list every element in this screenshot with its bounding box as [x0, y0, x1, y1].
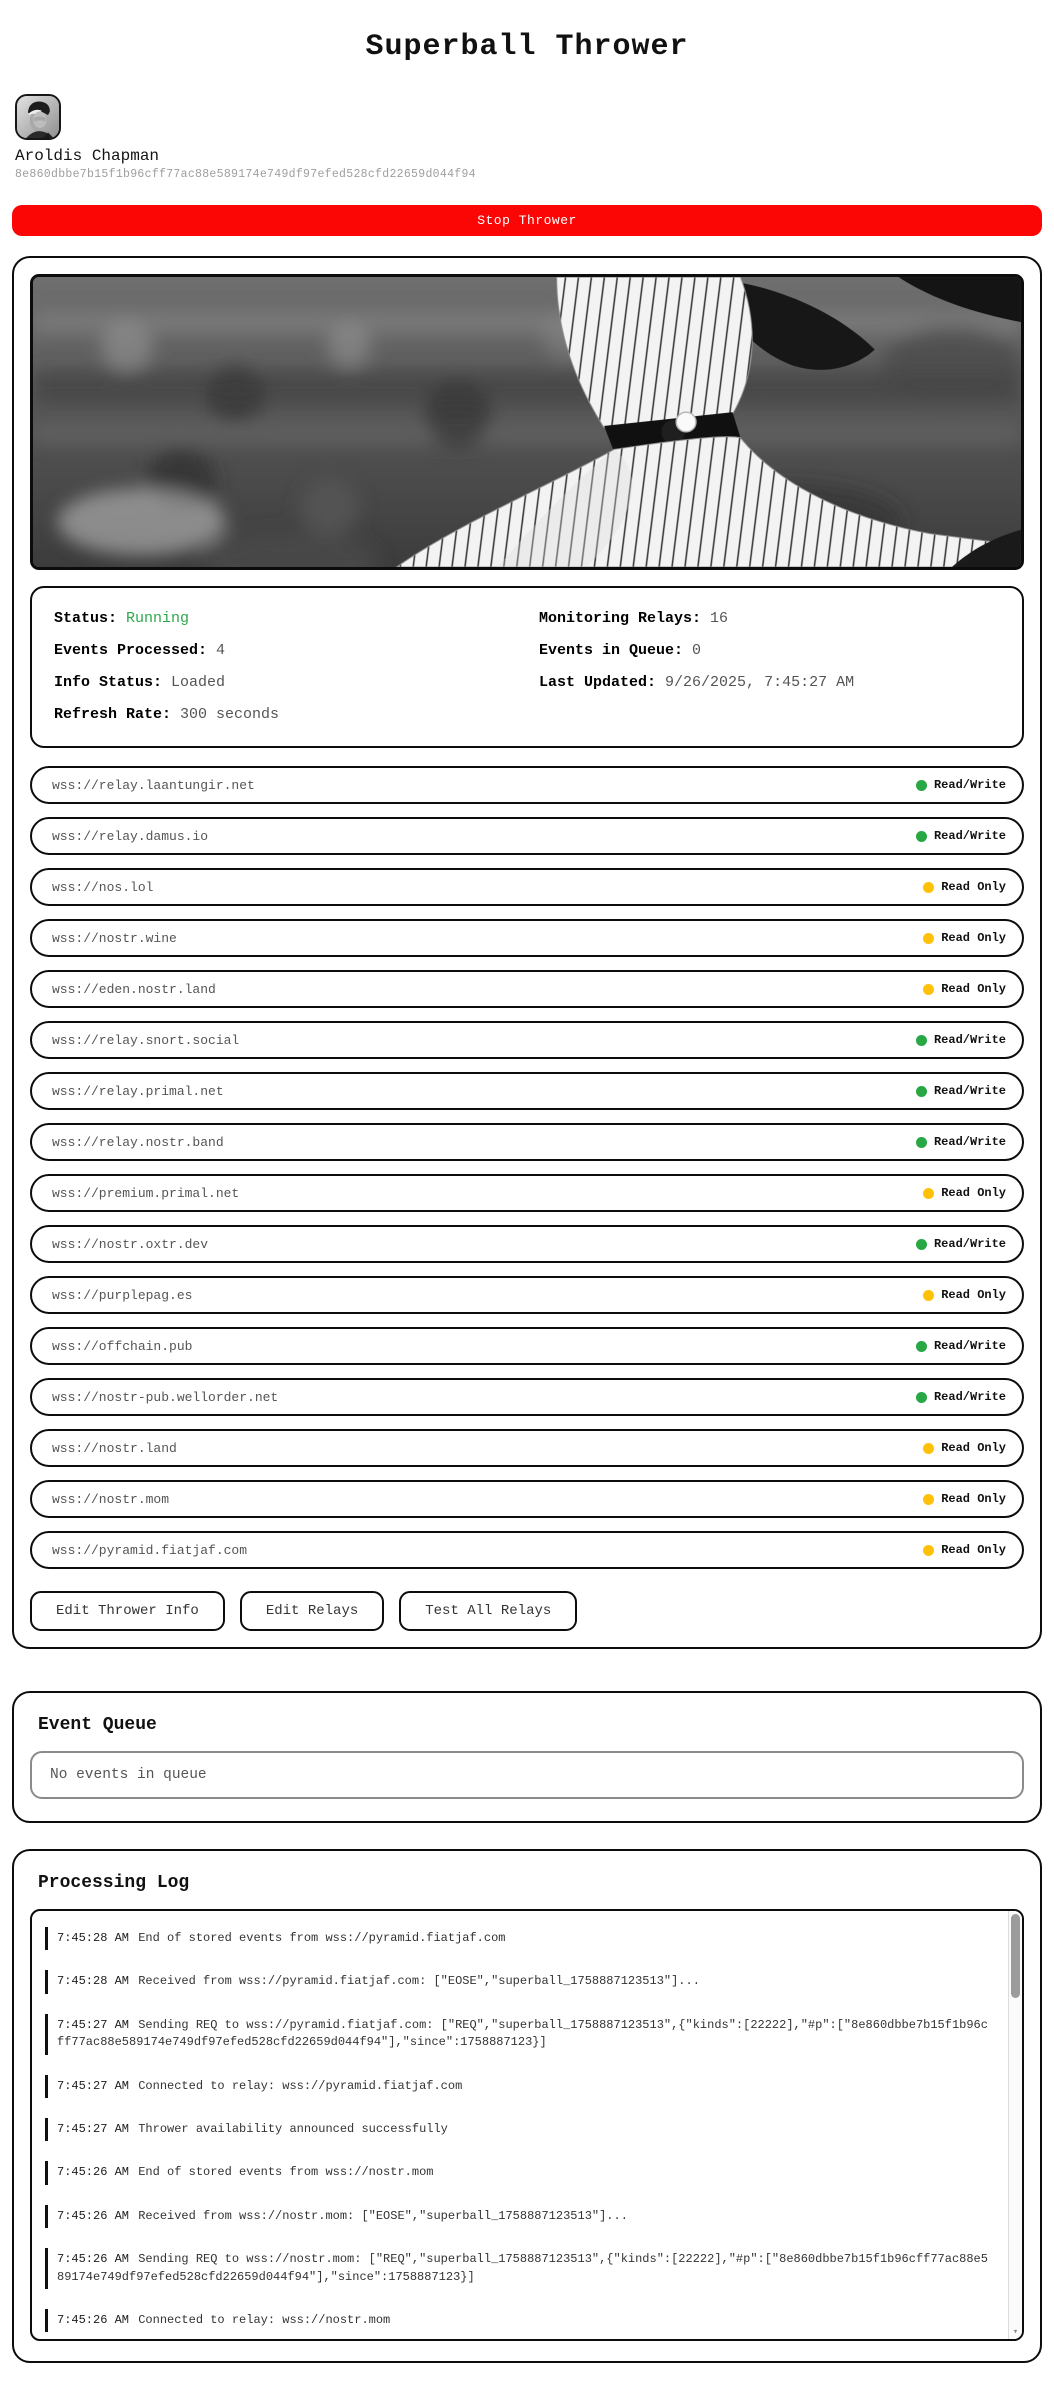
log-entry [45, 1927, 992, 1950]
relay-status-dot-icon [923, 933, 934, 944]
events-processed-label: Events Processed: [54, 642, 208, 659]
log-entry-time: 7:45:26 AM [57, 2208, 130, 2223]
relay-access-label: Read/Write [933, 1084, 1006, 1098]
info-status-value: Loaded [171, 674, 226, 691]
relay-url: wss://relay.damus.io [52, 828, 209, 844]
relay-access-label: Read Only [941, 1492, 1006, 1506]
relay-access-label: Read Only [941, 982, 1006, 996]
relay-status-dot-icon [923, 984, 934, 995]
log-entry [45, 2161, 992, 2184]
relay-row [30, 1276, 1024, 1314]
status-column-left [54, 603, 515, 731]
log-entry-message: Sending REQ to wss://pyramid.fiatjaf.com: ["REQ","superball_1758887123513",{"kinds":[22222],"#p":["8e860dbbe7b15f1b96cff77ac88e589174e749df97efed528cfd22659d044f94"],"since":1758887123}] [57, 2017, 988, 2050]
relay-access-badge [923, 1492, 1006, 1506]
relay-status-dot-icon [916, 1086, 927, 1097]
profile-name: Aroldis Chapman [15, 147, 160, 165]
events-in-queue-label: Events in Queue: [539, 642, 684, 659]
relay-row [30, 1480, 1024, 1518]
relay-url: wss://purplepag.es [52, 1287, 193, 1303]
relay-row [30, 970, 1024, 1008]
status-label: Status: [54, 610, 118, 627]
thrower-actions [30, 1591, 1024, 1631]
info-status-label: Info Status: [54, 674, 163, 691]
log-entry-time: 7:45:26 AM [57, 2252, 130, 2267]
log-entry [45, 1970, 992, 1993]
relay-status-dot-icon [916, 1239, 927, 1250]
log-entry [45, 2205, 992, 2228]
event-queue-empty-box: No events in queue [30, 1751, 1024, 1799]
page-title: Superball Thrower [365, 30, 689, 64]
relay-url: wss://relay.snort.social [52, 1032, 240, 1048]
relay-access-label: Read/Write [933, 778, 1006, 792]
relay-url: wss://nostr.oxtr.dev [52, 1236, 209, 1252]
relay-access-label: Read/Write [933, 1390, 1006, 1404]
relay-row [30, 868, 1024, 906]
relay-access-label: Read Only [941, 1186, 1006, 1200]
thrower-main-card [12, 256, 1042, 1649]
log-entry [45, 2248, 992, 2289]
relay-url: wss://nostr.wine [52, 930, 177, 946]
relay-status-dot-icon [916, 1035, 927, 1046]
last-updated-value: 9/26/2025, 7:45:27 AM [665, 674, 855, 691]
relay-status-dot-icon [916, 831, 927, 842]
relay-url: wss://relay.laantungir.net [52, 777, 255, 793]
relay-access-badge [916, 1084, 1006, 1098]
log-entry [45, 2014, 992, 2055]
relay-url: wss://premium.primal.net [52, 1185, 240, 1201]
relay-url: wss://relay.nostr.band [52, 1134, 224, 1150]
relay-url: wss://eden.nostr.land [52, 981, 216, 997]
relay-status-dot-icon [916, 1137, 927, 1148]
processing-log-title: Processing Log [38, 1873, 190, 1893]
relay-access-badge [916, 1135, 1006, 1149]
last-updated-label: Last Updated: [539, 674, 657, 691]
relay-row [30, 1531, 1024, 1569]
relay-row [30, 919, 1024, 957]
relay-url: wss://pyramid.fiatjaf.com [52, 1542, 248, 1558]
relay-url: wss://nostr-pub.wellorder.net [52, 1389, 279, 1405]
pitcher-photo-illustration [33, 277, 1021, 567]
test-all-relays-button[interactable]: Test All Relays [399, 1591, 577, 1631]
relay-url: wss://relay.primal.net [52, 1083, 224, 1099]
log-entry [45, 2309, 992, 2332]
relay-access-badge [916, 829, 1006, 843]
log-entry-time: 7:45:26 AM [57, 2312, 130, 2327]
relay-row [30, 1429, 1024, 1467]
refresh-rate-value: 300 seconds [180, 706, 280, 723]
monitoring-relays-value: 16 [710, 610, 729, 627]
log-entry-time: 7:45:27 AM [57, 2017, 130, 2032]
relay-row [30, 1021, 1024, 1059]
relay-access-badge [916, 1237, 1006, 1251]
relay-row [30, 1225, 1024, 1263]
edit-relays-button[interactable]: Edit Relays [240, 1591, 384, 1631]
relay-access-badge [916, 1339, 1006, 1353]
log-entry-time: 7:45:27 AM [57, 2078, 130, 2093]
avatar [15, 94, 61, 140]
scroll-down-icon[interactable]: ▾ [1012, 2327, 1019, 2337]
edit-thrower-info-button[interactable]: Edit Thrower Info [30, 1591, 225, 1631]
log-scrollbar-thumb[interactable] [1011, 1914, 1020, 1998]
relay-access-label: Read Only [941, 1441, 1006, 1455]
processing-log-card [12, 1849, 1042, 2363]
log-entry [45, 2118, 992, 2141]
relay-access-badge [923, 1288, 1006, 1302]
relay-access-badge [916, 1390, 1006, 1404]
log-entry-message: Connected to relay: wss://nostr.mom [138, 2312, 391, 2327]
relay-url: wss://nos.lol [52, 879, 154, 895]
status-row [54, 603, 515, 635]
log-entry-message: Thrower availability announced successfully [138, 2121, 448, 2136]
status-column-right [539, 603, 1000, 731]
relay-status-dot-icon [923, 882, 934, 893]
relay-url: wss://offchain.pub [52, 1338, 193, 1354]
log-entry-time: 7:45:28 AM [57, 1931, 130, 1945]
event-queue-card [12, 1691, 1042, 1823]
log-entry-message: End of stored events from wss://pyramid.fiatjaf.com [138, 1931, 506, 1945]
event-queue-title: Event Queue [38, 1715, 157, 1735]
log-entry-time: 7:45:28 AM [57, 1974, 130, 1989]
status-panel [30, 586, 1024, 748]
profile-pubkey: 8e860dbbe7b15f1b96cff77ac88e589174e749df97efed528cfd22659d044f94 [15, 168, 476, 181]
log-scrollbar[interactable] [1008, 1911, 1022, 2339]
relay-status-dot-icon [916, 1341, 927, 1352]
events-in-queue-row [539, 635, 1000, 667]
log-entry-message: Received from wss://nostr.mom: ["EOSE","superball_1758887123513"]... [138, 2208, 628, 2223]
relay-access-badge [923, 1441, 1006, 1455]
relay-access-badge [916, 1033, 1006, 1047]
relay-status-dot-icon [923, 1188, 934, 1199]
relay-access-label: Read Only [941, 880, 1006, 894]
log-entry-time: 7:45:27 AM [57, 2121, 130, 2136]
relay-row [30, 1174, 1024, 1212]
log-entry-message: Connected to relay: wss://pyramid.fiatjaf.com [138, 2078, 463, 2093]
relay-status-dot-icon [916, 780, 927, 791]
relay-access-label: Read/Write [933, 1033, 1006, 1047]
monitoring-relays-row [539, 603, 1000, 635]
relay-access-label: Read/Write [933, 1339, 1006, 1353]
status-value: Running [126, 610, 190, 627]
log-entry-message: Received from wss://pyramid.fiatjaf.com: ["EOSE","superball_1758887123513"]... [138, 1974, 700, 1989]
relay-status-dot-icon [923, 1494, 934, 1505]
relay-row [30, 1327, 1024, 1365]
relay-access-badge [923, 1543, 1006, 1557]
relay-row [30, 817, 1024, 855]
relay-status-dot-icon [923, 1290, 934, 1301]
log-entry-time: 7:45:26 AM [57, 2165, 130, 2180]
relay-url: wss://nostr.mom [52, 1491, 170, 1507]
refresh-rate-label: Refresh Rate: [54, 706, 172, 723]
log-entry-message: End of stored events from wss://nostr.mom [138, 2165, 434, 2180]
relay-access-label: Read/Write [933, 1237, 1006, 1251]
log-entries [45, 1927, 992, 2332]
relay-row [30, 1378, 1024, 1416]
relay-row [30, 1123, 1024, 1161]
refresh-rate-row [54, 699, 515, 731]
relay-access-label: Read Only [941, 931, 1006, 945]
relay-access-label: Read Only [941, 1543, 1006, 1557]
events-in-queue-value: 0 [692, 642, 702, 659]
relay-access-label: Read/Write [933, 829, 1006, 843]
processing-log-box[interactable] [30, 1909, 1024, 2341]
events-processed-value: 4 [216, 642, 226, 659]
relay-access-badge [916, 778, 1006, 792]
log-entry [45, 2075, 992, 2098]
relay-status-dot-icon [923, 1545, 934, 1556]
relay-access-badge [923, 982, 1006, 996]
relay-access-label: Read Only [941, 1288, 1006, 1302]
stop-thrower-button[interactable]: Stop Thrower [12, 205, 1042, 236]
thrower-photo [30, 274, 1024, 570]
relay-url: wss://nostr.land [52, 1440, 177, 1456]
relay-list [30, 766, 1024, 1569]
profile-section [12, 94, 1042, 181]
relay-status-dot-icon [923, 1443, 934, 1454]
avatar-portrait-icon [17, 96, 59, 138]
relay-row [30, 766, 1024, 804]
relay-access-label: Read/Write [933, 1135, 1006, 1149]
monitoring-relays-label: Monitoring Relays: [539, 610, 702, 627]
relay-row [30, 1072, 1024, 1110]
last-updated-row [539, 667, 1000, 699]
relay-access-badge [923, 880, 1006, 894]
relay-status-dot-icon [916, 1392, 927, 1403]
events-processed-row [54, 635, 515, 667]
log-entry-message: Sending REQ to wss://nostr.mom: ["REQ","superball_1758887123513",{"kinds":[22222],"#p":["8e860dbbe7b15f1b96cff77ac88e589174e749df97efed528cfd22659d044f94"],"since":1758887123}] [57, 2252, 988, 2284]
relay-access-badge [923, 1186, 1006, 1200]
info-status-row [54, 667, 515, 699]
relay-access-badge [923, 931, 1006, 945]
